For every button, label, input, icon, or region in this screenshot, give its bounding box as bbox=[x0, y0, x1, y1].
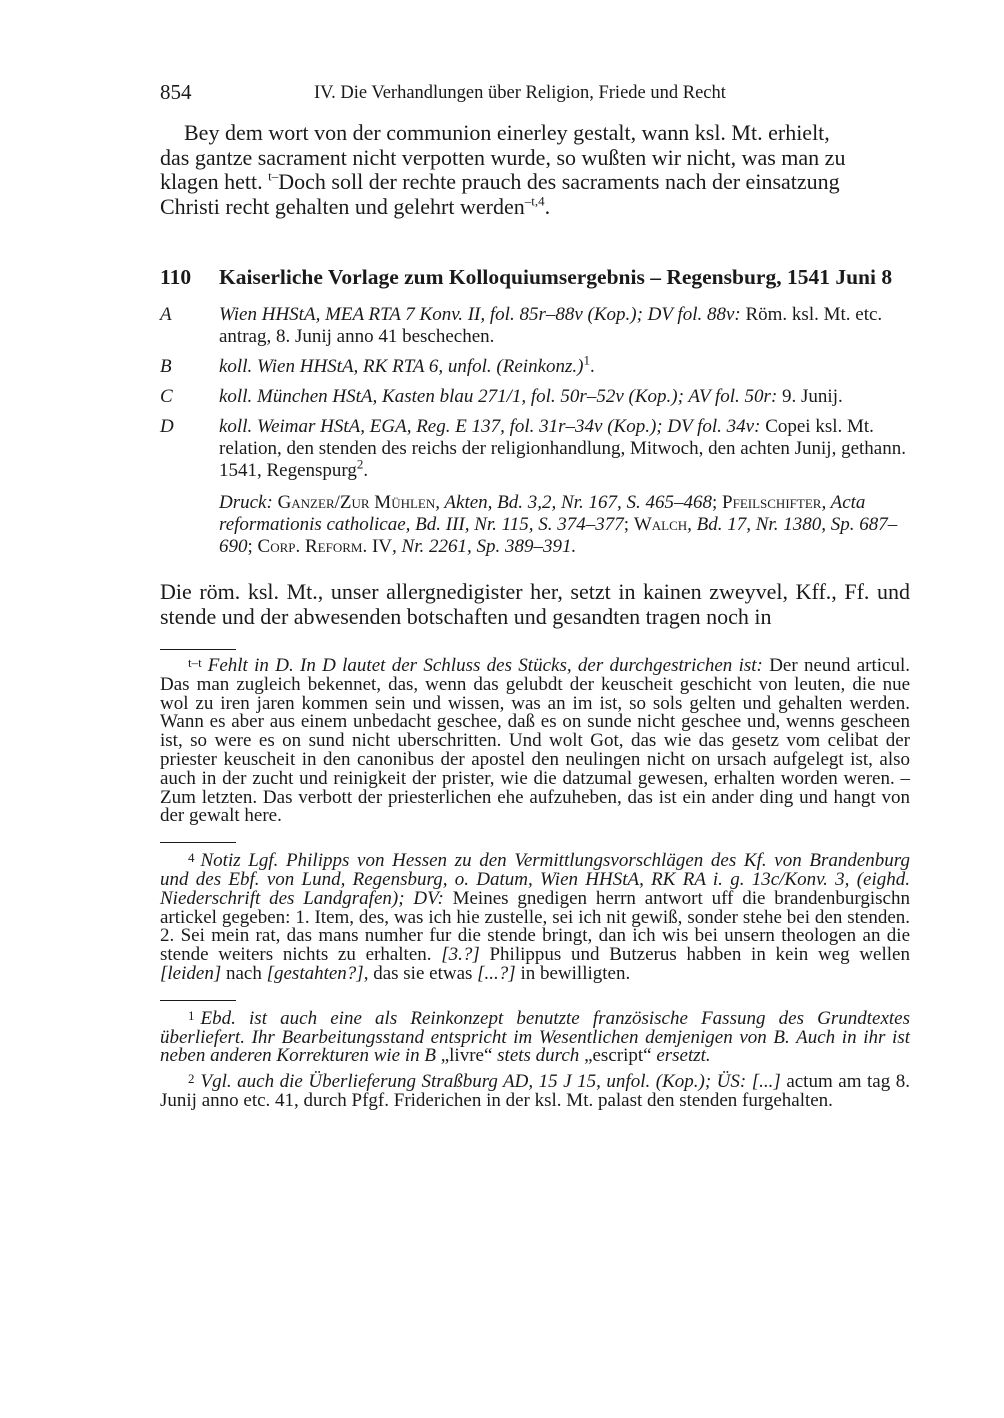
source-siglum: B bbox=[160, 356, 172, 377]
footnote-mark: 1 bbox=[188, 1007, 195, 1023]
source-entry: B koll. Wien HHStA, RK RTA 6, unfol. (Reinkonz.)$^1$. bbox=[160, 352, 595, 377]
print-editions: Druck: Ganzer/Zur Mühlen, Akten, Bd. 3,2, Nr. 167, S. 465–468; Pfeilschifter, Acta reformationis catholicae, Bd. III, Nr. 115, S. 374–377; Walch, Bd. 17, Nr. 1380, Sp. 687–690; Corp. Reform. IV, Nr. 2261, Sp. 389–391. bbox=[219, 492, 898, 557]
page-number: 854 bbox=[160, 80, 192, 104]
footnote-ref: 2 bbox=[356, 456, 364, 472]
intro-line: Christi recht gehalten und gelehrt werden$^{-t,4}$. bbox=[160, 193, 551, 219]
footnote-ref: 1 bbox=[583, 352, 590, 368]
intro-line: klagen hett. $^{t-}$Doch soll der rechte prauch des sacraments nach der einsatzung bbox=[160, 168, 840, 194]
intro-paragraph bbox=[160, 121, 910, 219]
footnote-1: $^1$ Ebd. ist auch eine als Reinkonzept benutzte französische Fassung des Grundtextes überliefert. Ihr Bearbeitungsstand entspricht im Wesentlichen demjenigen von B. Auch in ihr ist neben anderen Korrekturen wie in B „livre“ stets durch „escript“ ersetzt. bbox=[160, 1007, 910, 1067]
footnote-mark: 4 bbox=[188, 850, 195, 866]
source-siglum: C bbox=[160, 386, 173, 407]
page bbox=[160, 78, 910, 1111]
footnote-ref: –t,4 bbox=[524, 193, 545, 209]
document-number: 110 bbox=[160, 265, 192, 289]
footnote-divider bbox=[160, 649, 236, 650]
footnote-divider bbox=[160, 842, 236, 843]
source-siglum: D bbox=[160, 416, 174, 437]
footnote-divider bbox=[160, 1000, 236, 1001]
document-heading bbox=[160, 265, 910, 290]
source-entry: D koll. Weimar HStA, EGA, Reg. E 137, fol. 31r–34v (Kop.); DV fol. 34v: Copei ksl. Mt. relation, den stenden des reichs der religionhandlung, Mitwoch, den achten Junij, gethann. 1541, Regenspurg$^2$. bbox=[160, 416, 906, 481]
footnote-mark: 2 bbox=[188, 1071, 195, 1087]
main-text: Die röm. ksl. Mt., unser allergnedigister her, setzt in kainen zweyvel, Kff., Ff. und stende und der abwesenden botschaften und gesandten tragen noch in bbox=[160, 579, 910, 629]
source-entry: A Wien HHStA, MEA RTA 7 Konv. II, fol. 85r–88v (Kop.); DV fol. 88v: Röm. ksl. Mt. etc. antrag, 8. Junij anno 41 beschechen. bbox=[160, 304, 883, 347]
source-siglum: A bbox=[160, 304, 172, 325]
source-entry: C koll. München HStA, Kasten blau 271/1, fol. 50r–52v (Kop.); AV fol. 50r: 9. Junij. bbox=[160, 386, 843, 407]
document-title: Kaiserliche Vorlage zum Kolloquiumsergebnis – Regensburg, 1541 Juni 8 bbox=[219, 265, 893, 289]
footnote-mark: t–t bbox=[188, 655, 202, 670]
variant-mark: t– bbox=[268, 168, 279, 184]
intro-line: das gantze sacrament nicht verpotten wurde, so wußten wir nicht, was man zu bbox=[160, 144, 846, 170]
source-list bbox=[160, 304, 910, 558]
running-title: IV. Die Verhandlungen über Religion, Friede und Recht bbox=[314, 83, 726, 103]
intro-line: Bey dem wort von der communion einerley gestalt, wann ksl. Mt. erhielt, bbox=[184, 120, 830, 145]
footnote-4: $^4$ Notiz Lgf. Philipps von Hessen zu den Vermittlungsvorschlägen des Kf. von Brandenburg und des Ebf. von Lund, Regensburg, o. Datum, Wien HHStA, RK RA i. g. 13c/Konv. 3, (eighd. Niederschrift des Landgrafen); DV: Meines gnedigen herrn antwort uff die brandenburgischn artickel gegeben: 1. Item, des, was ich hie zustelle, sei ich nit gewiß, sonder stehe bei den stenden. 2. Sei mein rat, das mans numher fur die stende bringt, dan ich wis bei unsern theologen an die stende weiters nichts zu erhalten. [3.?] Philippus und Butzerus habben in kein weg wellen [leiden] nach [gestahten?], das sie etwas [...?] in bewilligten. bbox=[160, 850, 910, 984]
footnote-variant-t: $^{t-t}$ Fehlt in D. In D lautet der Schluss des Stücks, der durchgestrichen ist: Der neund articul. Das man zugleich bekennet, das, wenn das gelubdt der keuscheit geschicht von leuten, die nue wol zu iren jaren kommen sein und wissen, was an im ist, so sols gelten und gehalten werden. Wann es aber aus einem unbedacht geschee, daß es on sunde nicht geschee und, wenns gescheen ist, so were es on sund nicht uberschritten. Und wolt Got, das wie das gesetz vom celibat der priester keuscheit in den canonibus der apostel den neulingen nicht on ursach aufgelegt ist, also auch in der zucht und reinigkeit der prister, wie die datzumal gewesen, erhalten worden weren. – Zum letzten. Das verbott der priesterlichen ehe aufzuheben, das ist ein ander ding und hangt von der gewalt here. bbox=[160, 655, 911, 827]
page-header bbox=[160, 78, 910, 108]
footnote-2: $^2$ Vgl. auch die Überlieferung Straßburg AD, 15 J 15, unfol. (Kop.); ÜS: [...] actum am tag 8. Junij anno etc. 41, durch Pfgf. Friderichen in der ksl. Mt. palast den stenden furgehalten. bbox=[160, 1071, 910, 1111]
